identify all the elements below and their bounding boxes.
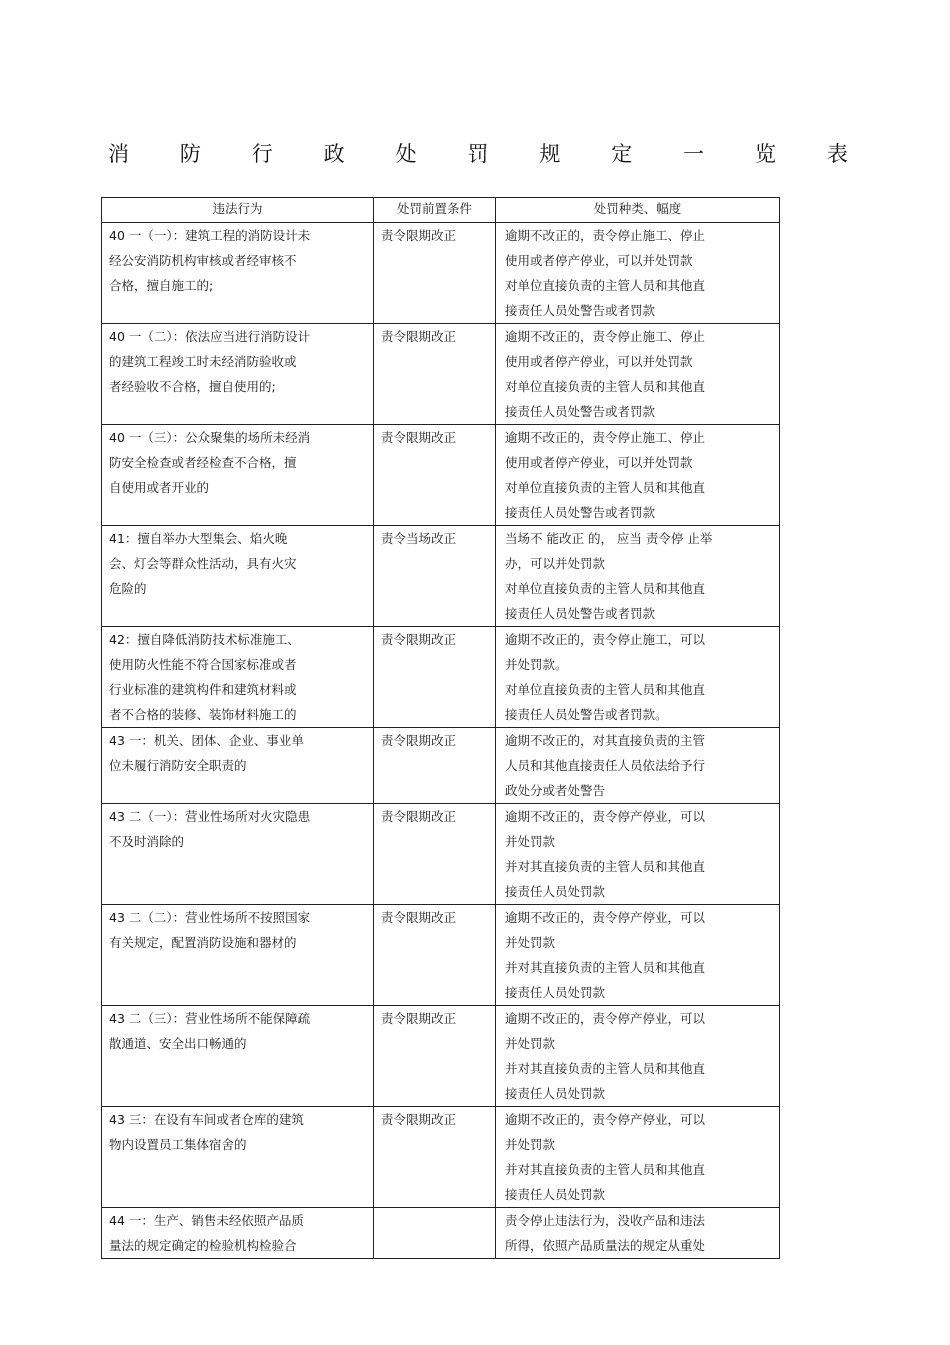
penalty-cell	[496, 1208, 780, 1259]
title-char: 防	[179, 142, 201, 166]
penalty-line: 当场不 能改正 的， 应当 责令停 止举	[505, 531, 713, 546]
penalty-cell	[496, 627, 780, 728]
table-row	[102, 905, 780, 1006]
act-line: 43 二（一）：营业性场所对火灾隐患	[109, 809, 311, 824]
title-char: 消	[108, 142, 129, 166]
penalty-line: 对单位直接负责的主管人员和其他直	[505, 480, 706, 495]
penalty-line: 逾期不改正的，对其直接负责的主管	[505, 733, 706, 748]
act-line: 合格，擅自施工的;	[109, 278, 214, 293]
penalty-line: 逾期不改正的，责令停止施工、停止	[505, 430, 706, 445]
penalty-line: 使用或者停产停业，可以并处罚款	[505, 455, 693, 470]
penalty-line: 逾期不改正的，责令停产停业，可以	[505, 1011, 706, 1026]
condition-cell: 责令限期改正	[374, 425, 496, 526]
act-line: 者经验收不合格，擅自使用的;	[109, 379, 276, 394]
header-condition: 处罚前置条件	[374, 198, 496, 223]
act-line: 的建筑工程竣工时未经消防验收或	[109, 354, 297, 369]
title-char: 定	[611, 142, 633, 166]
penalty-cell	[496, 223, 780, 324]
act-cell	[102, 223, 374, 324]
act-line: 经公安消防机构审核或者经审核不	[109, 253, 297, 268]
penalty-line: 并处罚款	[505, 1036, 556, 1051]
penalty-line: 办，可以并处罚款	[505, 556, 606, 571]
act-line: 防安全检查或者经检查不合格，擅	[109, 455, 297, 470]
act-line: 43 二（三）：营业性场所不能保障疏	[109, 1011, 311, 1026]
act-line: 行业标准的建筑构件和建筑材料或	[109, 682, 297, 697]
act-line: 44 一：生产、销售未经依照产品质	[109, 1213, 304, 1228]
penalty-line: 并处罚款	[505, 1137, 556, 1152]
penalty-line: 逾期不改正的，责令停止施工，可以	[505, 632, 706, 647]
act-line: 43 二（二）：营业性场所不按照国家	[109, 910, 311, 925]
act-line: 量法的规定确定的检验机构检验合	[109, 1238, 297, 1253]
table-row	[102, 1107, 780, 1208]
title-char: 政	[323, 142, 345, 166]
act-line: 者不合格的装修、装饰材料施工的	[109, 707, 297, 722]
act-cell	[102, 425, 374, 526]
table-row	[102, 728, 780, 804]
title-char: 罚	[467, 142, 489, 166]
act-cell	[102, 728, 374, 804]
penalty-line: 责令停止违法行为，没收产品和违法	[505, 1213, 706, 1228]
penalty-line: 对单位直接负责的主管人员和其他直	[505, 278, 706, 293]
act-line: 会、灯会等群众性活动，具有火灾	[109, 556, 297, 571]
penalty-line: 接责任人员处警告或者罚款。	[505, 707, 668, 722]
act-line: 42：擅自降低消防技术标准施工、	[109, 632, 300, 647]
title-char: 行	[251, 142, 273, 166]
penalty-line: 逾期不改正的，责令停止施工、停止	[505, 329, 706, 344]
penalty-cell	[496, 526, 780, 627]
act-cell	[102, 526, 374, 627]
act-line: 自使用或者开业的	[109, 480, 210, 495]
act-cell	[102, 1208, 374, 1259]
penalty-cell	[496, 728, 780, 804]
condition-cell: 责令限期改正	[374, 1006, 496, 1107]
act-line: 位未履行消防安全职责的	[109, 758, 247, 773]
penalty-line: 逾期不改正的，责令停产停业，可以	[505, 809, 706, 824]
penalty-line: 并处罚款	[505, 935, 556, 950]
act-line: 危险的	[109, 581, 147, 596]
act-line: 40 一（三）：公众聚集的场所未经消	[109, 430, 311, 445]
table-row	[102, 1208, 780, 1259]
penalty-line: 对单位直接负责的主管人员和其他直	[505, 379, 706, 394]
condition-cell: 责令限期改正	[374, 627, 496, 728]
condition-cell: 责令限期改正	[374, 728, 496, 804]
title-char: 规	[539, 142, 561, 166]
act-line: 有关规定，配置消防设施和器材的	[109, 935, 297, 950]
title-char: 处	[395, 142, 417, 166]
act-line: 物内设置员工集体宿舍的	[109, 1137, 247, 1152]
table-row	[102, 627, 780, 728]
act-line: 43 三：在设有车间或者仓库的建筑	[109, 1112, 304, 1127]
penalty-line: 逾期不改正的，责令停产停业，可以	[505, 910, 706, 925]
title-char: 览	[755, 142, 777, 166]
penalty-line: 接责任人员处警告或者罚款	[505, 606, 656, 621]
penalty-cell	[496, 1006, 780, 1107]
penalty-cell	[496, 804, 780, 905]
penalty-line: 接责任人员处罚款	[505, 884, 606, 899]
table-row	[102, 223, 780, 324]
act-line: 使用防火性能不符合国家标准或者	[109, 657, 297, 672]
act-line: 43 一：机关、团体、企业、事业单	[109, 733, 304, 748]
penalty-cell	[496, 425, 780, 526]
table-row	[102, 526, 780, 627]
penalty-cell	[496, 324, 780, 425]
act-line: 40 一（一）：建筑工程的消防设计未	[109, 228, 311, 243]
penalty-line: 接责任人员处警告或者罚款	[505, 404, 656, 419]
table-row	[102, 324, 780, 425]
penalty-cell	[496, 1107, 780, 1208]
title-char: 一	[683, 142, 705, 166]
act-line: 41：擅自举办大型集会、焰火晚	[109, 531, 288, 546]
penalty-line: 并处罚款。	[505, 657, 568, 672]
penalty-line: 并对其直接负责的主管人员和其他直	[505, 960, 706, 975]
table-row	[102, 804, 780, 905]
penalty-table	[101, 197, 780, 1259]
penalty-line: 逾期不改正的，责令停止施工、停止	[505, 228, 706, 243]
condition-cell: 责令限期改正	[374, 1107, 496, 1208]
table-header-row	[102, 198, 780, 223]
penalty-cell	[496, 905, 780, 1006]
penalty-line: 并对其直接负责的主管人员和其他直	[505, 1162, 706, 1177]
condition-cell: 责令限期改正	[374, 905, 496, 1006]
act-cell	[102, 324, 374, 425]
penalty-line: 对单位直接负责的主管人员和其他直	[505, 581, 706, 596]
penalty-line: 使用或者停产停业，可以并处罚款	[505, 253, 693, 268]
act-cell	[102, 627, 374, 728]
header-act: 违法行为	[102, 198, 374, 223]
act-cell	[102, 905, 374, 1006]
table-row	[102, 425, 780, 526]
penalty-line: 接责任人员处警告或者罚款	[505, 505, 656, 520]
condition-cell: 责令当场改正	[374, 526, 496, 627]
act-cell	[102, 804, 374, 905]
penalty-line: 接责任人员处警告或者罚款	[505, 303, 656, 318]
penalty-line: 并对其直接负责的主管人员和其他直	[505, 1061, 706, 1076]
condition-cell: 责令限期改正	[374, 324, 496, 425]
penalty-line: 人员和其他直接责任人员依法给予行	[505, 758, 706, 773]
penalty-line: 接责任人员处罚款	[505, 1086, 606, 1101]
penalty-line: 对单位直接负责的主管人员和其他直	[505, 682, 706, 697]
act-cell	[102, 1107, 374, 1208]
act-line: 散通道、安全出口畅通的	[109, 1036, 247, 1051]
penalty-line: 并处罚款	[505, 834, 556, 849]
title-char: 表	[826, 142, 848, 166]
condition-cell	[374, 1208, 496, 1259]
penalty-line: 逾期不改正的，责令停产停业，可以	[505, 1112, 706, 1127]
act-line: 40 一（二）：依法应当进行消防设计	[109, 329, 311, 344]
act-cell	[102, 1006, 374, 1107]
act-line: 不及时消除的	[109, 834, 185, 849]
table-row	[102, 1006, 780, 1107]
page-title	[108, 139, 848, 167]
penalty-line: 并对其直接负责的主管人员和其他直	[505, 859, 706, 874]
penalty-line: 使用或者停产停业，可以并处罚款	[505, 354, 693, 369]
penalty-line: 接责任人员处罚款	[505, 1187, 606, 1202]
penalty-line: 接责任人员处罚款	[505, 985, 606, 1000]
header-penalty: 处罚种类、幅度	[496, 198, 780, 223]
condition-cell: 责令限期改正	[374, 223, 496, 324]
penalty-line: 政处分或者处警告	[505, 783, 606, 798]
condition-cell: 责令限期改正	[374, 804, 496, 905]
penalty-line: 所得，依照产品质量法的规定从重处	[505, 1238, 706, 1253]
